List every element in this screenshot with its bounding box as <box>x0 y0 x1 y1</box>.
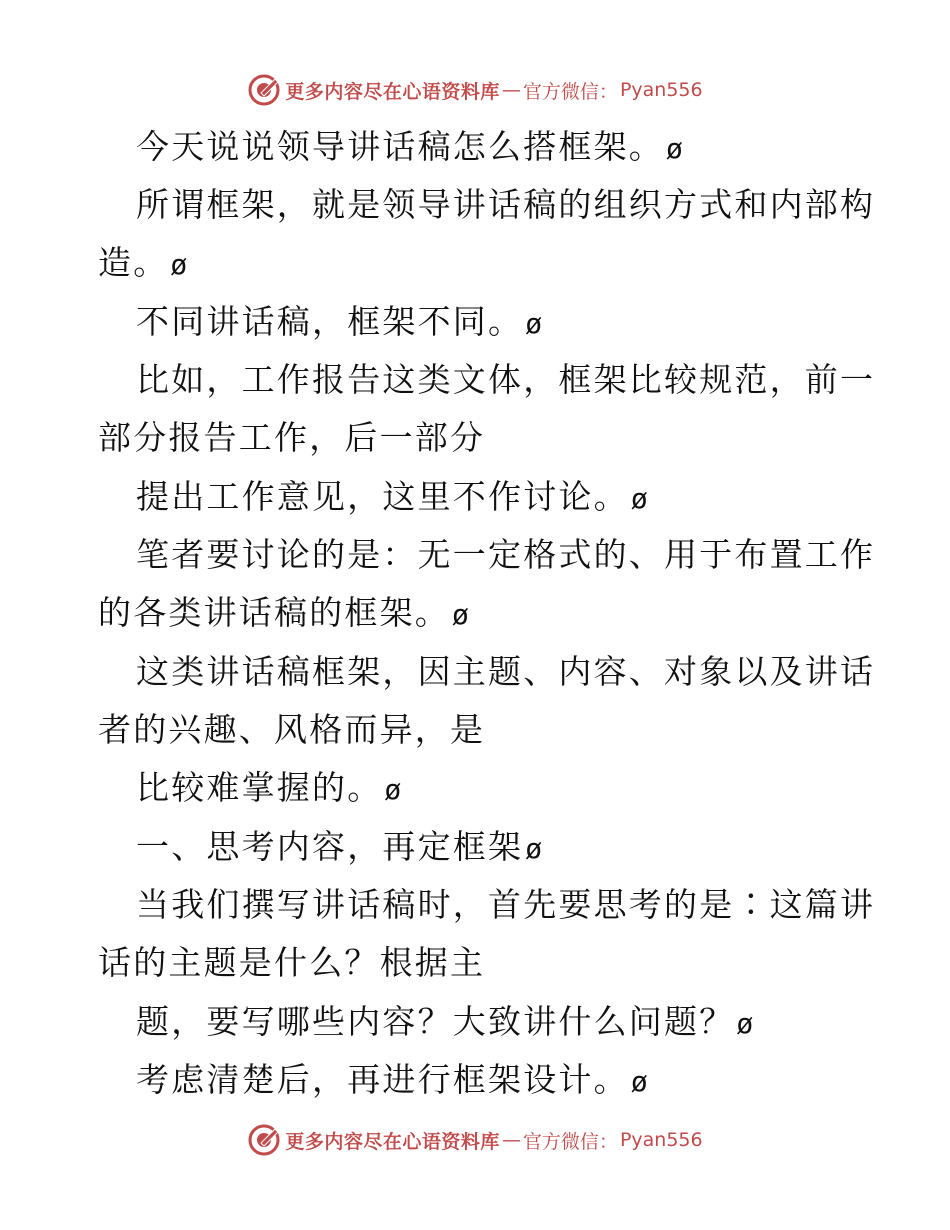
paragraph-mark: ø <box>384 773 402 806</box>
text-line: 今天说说领导讲话稿怎么搭框架。ø <box>136 127 683 166</box>
header-wechat-id: Pyan556 <box>619 79 703 101</box>
paragraph-mark: ø <box>736 1007 754 1040</box>
text-line: 题，要写哪些内容？大致讲什么问题？ø <box>136 1002 754 1041</box>
text-line: 这类讲话稿框架，因主题、内容、对象以及讲话 <box>136 652 876 691</box>
text-line: 提出工作意见，这里不作讨论。ø <box>136 477 648 516</box>
footer-slogan: 更多内容尽在心语资料库 <box>285 1130 500 1153</box>
text-line: 造。ø <box>98 243 188 282</box>
text-line: 笔者要讨论的是：无一定格式的、用于布置工作 <box>136 535 876 574</box>
paragraph-mark: ø <box>630 1065 648 1098</box>
paragraph-mark: ø <box>170 248 188 281</box>
text-line: 话的主题是什么？根据主 <box>98 943 486 982</box>
paragraph-mark: ø <box>525 307 543 340</box>
header-separator: — <box>501 79 521 101</box>
header-banner <box>0 72 950 108</box>
text-line: 的各类讲话稿的框架。ø <box>98 593 469 632</box>
text-line: 考虑清楚后，再进行框架设计。ø <box>136 1060 648 1099</box>
text-line: 部分报告工作，后一部分 <box>98 418 486 457</box>
section-heading: 一、思考内容，再定框架ø <box>136 827 543 866</box>
text-line: 当我们撰写讲话稿时，首先要思考的是∶这篇讲 <box>136 885 876 924</box>
pen-logo-icon <box>247 1123 281 1157</box>
paragraph-mark: ø <box>666 132 683 165</box>
footer-banner <box>0 1122 950 1158</box>
text-line: 者的兴趣、风格而异，是 <box>98 710 486 749</box>
header-wechat-label: 官方微信： <box>522 80 618 103</box>
paragraph-mark: ø <box>630 482 648 515</box>
text-line: 比较难掌握的。ø <box>136 768 402 807</box>
header-slogan: 更多内容尽在心语资料库 <box>285 80 500 103</box>
paragraph-mark: ø <box>452 598 469 631</box>
text-line: 不同讲话稿，框架不同。ø <box>136 302 543 341</box>
footer-separator: — <box>501 1129 521 1151</box>
text-line: 比如，工作报告这类文体，框架比较规范，前一 <box>136 360 876 399</box>
text-line: 所谓框架，就是领导讲话稿的组织方式和内部构 <box>136 185 876 224</box>
footer-wechat-label: 官方微信： <box>522 1130 618 1153</box>
pen-logo-icon <box>247 73 281 107</box>
footer-wechat-id: Pyan556 <box>619 1129 703 1151</box>
paragraph-mark: ø <box>525 832 543 865</box>
